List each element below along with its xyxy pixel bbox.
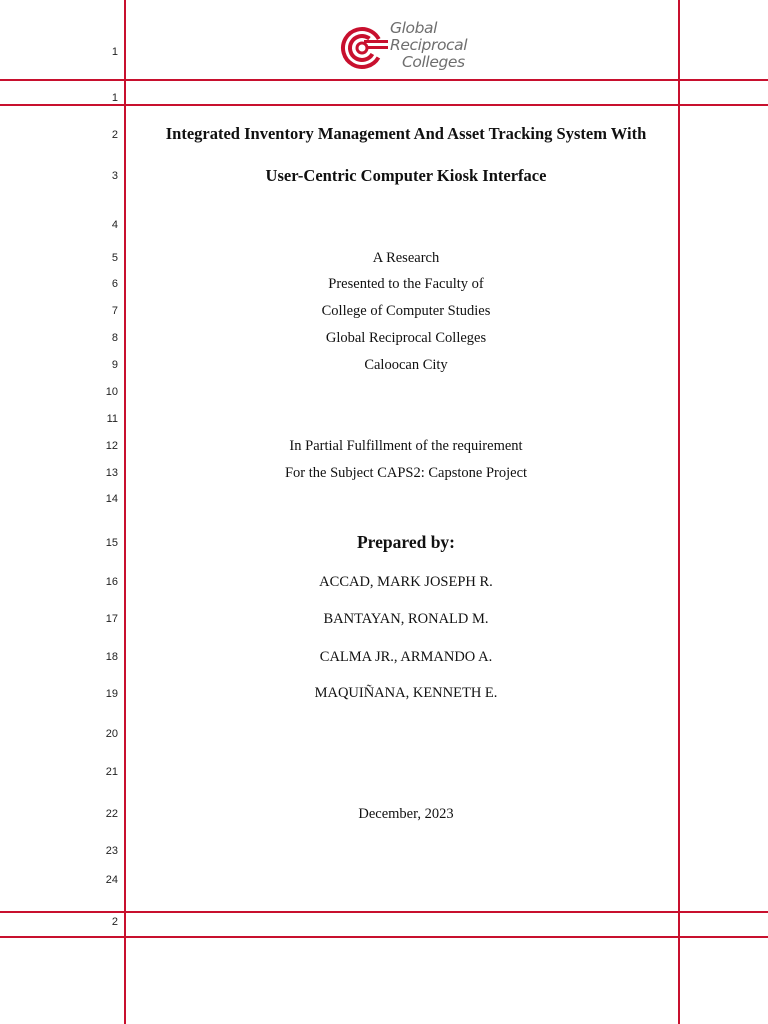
line-number: 11 (106, 413, 118, 425)
college-emblem-icon (340, 24, 390, 74)
submission-date: December, 2023 (358, 806, 454, 822)
author-name: CALMA JR., ARMANDO A. (319, 649, 493, 665)
line-number: 15 (105, 537, 118, 549)
line-number: 14 (105, 493, 118, 505)
footer-top-rule (0, 911, 768, 913)
line-number: 22 (105, 808, 118, 820)
line-number: 2 (111, 129, 118, 141)
line-number: 13 (105, 467, 118, 479)
line-number: 19 (105, 688, 118, 700)
line-number: 8 (111, 332, 118, 344)
institution-location: Caloocan City (364, 357, 448, 373)
logo-word: Colleges (402, 53, 465, 71)
left-margin-rule (124, 0, 126, 1024)
line-number: 18 (105, 651, 118, 663)
line-number: 20 (105, 728, 118, 740)
logo-word: Reciprocal (390, 36, 468, 54)
header-bottom-rule (0, 104, 768, 106)
document-type: A Research (372, 250, 440, 266)
author-name: ACCAD, MARK JOSEPH R. (319, 574, 493, 590)
line-number: 7 (111, 305, 118, 317)
line-number: 21 (105, 766, 118, 778)
author-name: BANTAYAN, RONALD M. (323, 611, 489, 627)
fulfillment-statement: In Partial Fulfillment of the requirement (289, 438, 523, 454)
presented-to: Presented to the Faculty of (328, 276, 484, 292)
line-number: 12 (105, 440, 118, 452)
line-number: 5 (111, 252, 118, 264)
prepared-by-heading: Prepared by: (356, 532, 456, 552)
subject-statement: For the Subject CAPS2: Capstone Project (284, 465, 528, 481)
line-number: 23 (105, 845, 118, 857)
header-line-number: 1 (111, 46, 118, 58)
header-top-rule (0, 79, 768, 81)
line-number: 17 (105, 613, 118, 625)
line-number: 3 (111, 170, 118, 182)
logo-word: Global (390, 19, 438, 37)
footer-bottom-rule (0, 936, 768, 938)
right-margin-rule (678, 0, 680, 1024)
line-number: 9 (111, 359, 118, 371)
author-name: MAQUIÑANA, KENNETH E. (314, 685, 498, 701)
line-number: 24 (105, 874, 118, 886)
document-title-line-1: Integrated Inventory Management And Asset Tracking System With (165, 124, 647, 143)
institution-name: Global Reciprocal Colleges (325, 330, 487, 346)
college-name: College of Computer Studies (321, 303, 491, 319)
document-title-line-2: User-Centric Computer Kiosk Interface (265, 166, 547, 185)
line-number: 16 (105, 576, 118, 588)
footer-line-number: 2 (111, 916, 118, 928)
line-number: 4 (111, 219, 118, 231)
college-logo-wordmark (390, 20, 467, 71)
college-logo (340, 20, 480, 76)
line-number: 6 (111, 278, 118, 290)
line-number: 1 (111, 92, 118, 104)
line-number: 10 (105, 386, 118, 398)
